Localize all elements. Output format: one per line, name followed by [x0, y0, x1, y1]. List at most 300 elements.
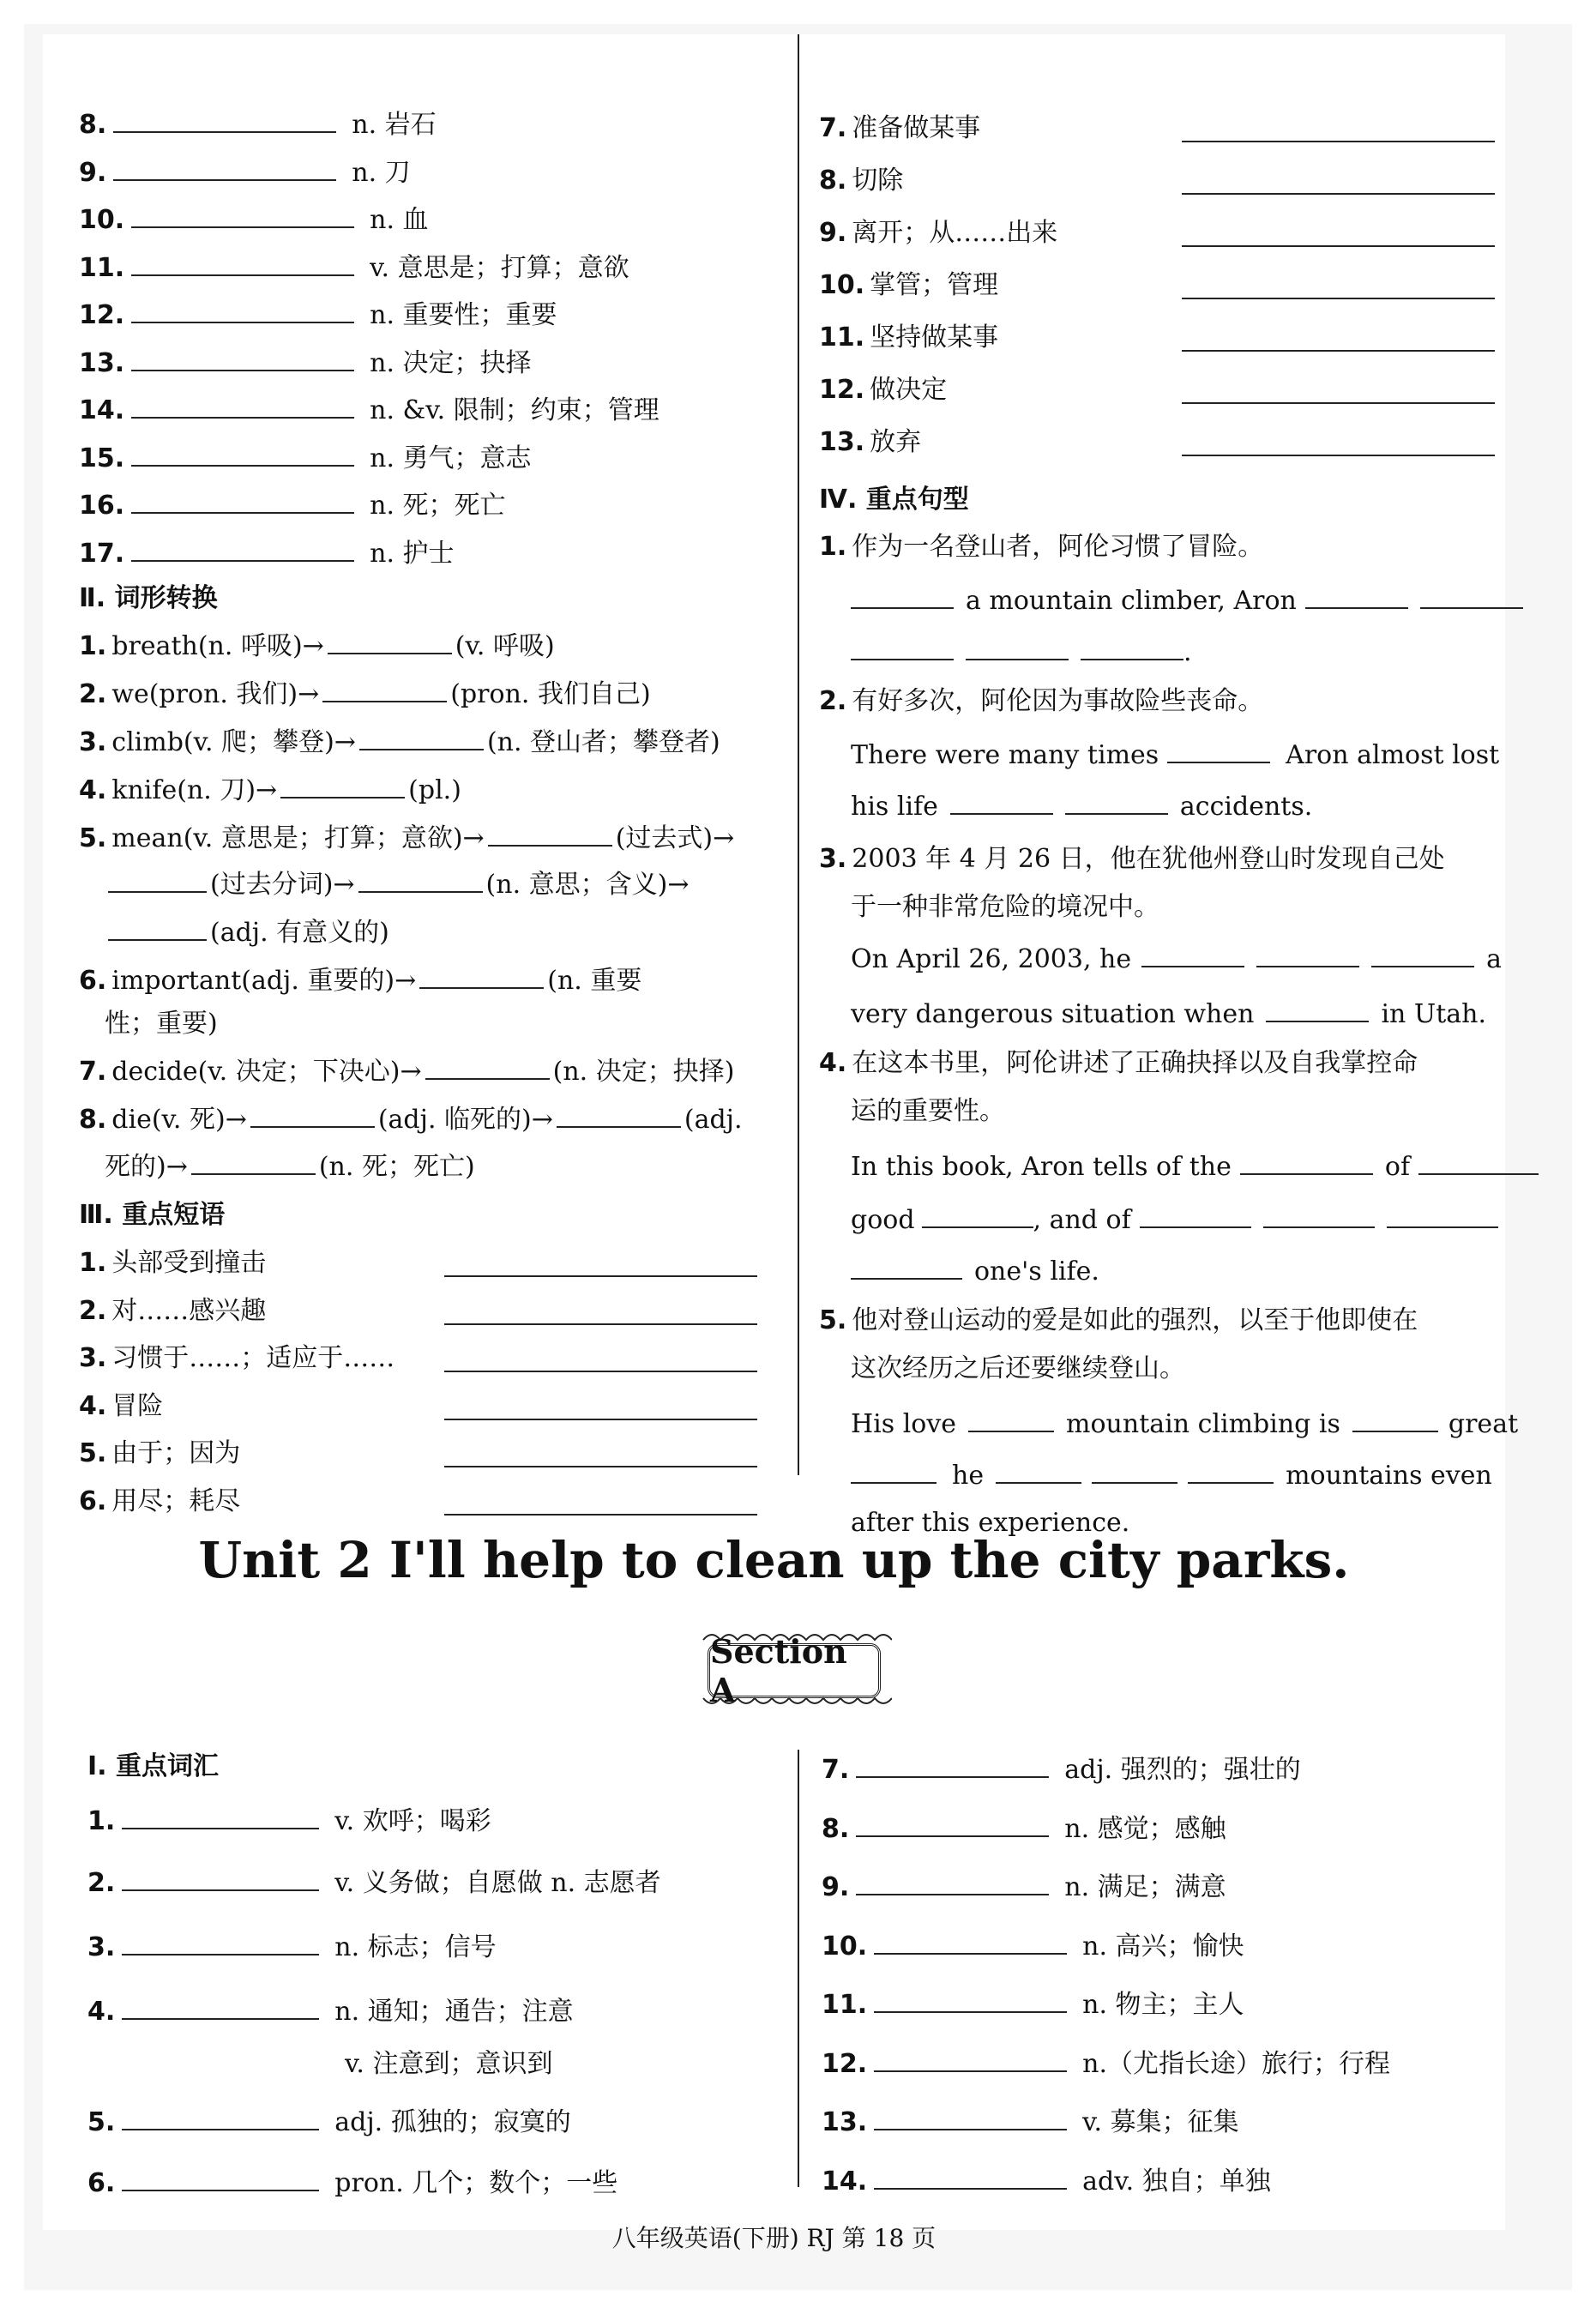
- line-text: (n. 意思；含义)→: [485, 870, 690, 900]
- item-number: 7.: [79, 1057, 107, 1087]
- vocab-meaning: v. 欢呼；喝彩: [334, 1806, 491, 1836]
- vocab-meaning: n. 血: [370, 205, 429, 235]
- vocab-meaning: n. 勇气；意志: [370, 443, 532, 473]
- word-form-blank[interactable]: [108, 915, 207, 941]
- phrase-text: 冒险: [111, 1390, 164, 1421]
- vocab-meaning: n. 岩石: [352, 110, 437, 140]
- sentence-text: In this book, Aron tells of the: [851, 1152, 1232, 1182]
- answer-blank[interactable]: [1140, 1202, 1251, 1228]
- vocab-meaning: pron. 几个；数个；一些: [334, 2168, 618, 2198]
- line-text: (n. 死；死亡): [318, 1152, 475, 1182]
- item-number: 10.: [819, 270, 865, 300]
- sentence-item: [819, 1046, 1418, 1081]
- vocab-item: [79, 202, 429, 238]
- item-number: 3.: [819, 844, 847, 874]
- word-form-line: [79, 1054, 734, 1089]
- vocab-item: [79, 536, 455, 571]
- answer-blank[interactable]: [1188, 1458, 1274, 1484]
- item-number: 12.: [79, 300, 125, 330]
- line-text: 性；重要): [105, 1009, 218, 1039]
- answer-blank[interactable]: [1352, 1407, 1438, 1432]
- phrase-item: [819, 373, 947, 407]
- sentence-text: he: [952, 1461, 985, 1491]
- item-number: 4.: [79, 775, 107, 805]
- sentence-english: [851, 997, 1486, 1032]
- word-form-line: [79, 677, 651, 712]
- line-text: (n. 重要: [547, 966, 642, 996]
- word-form-blank[interactable]: [328, 629, 452, 654]
- unit-title: Unit 2 I'll help to clean up the city parks.: [198, 1531, 1350, 1589]
- item-number: 12.: [822, 2048, 868, 2079]
- vocab-blank[interactable]: [122, 1994, 319, 2020]
- phrase-text: 准备做某事: [852, 113, 981, 143]
- vocab-blank[interactable]: [131, 346, 354, 371]
- item-number: 2.: [79, 679, 107, 709]
- vocab-blank[interactable]: [113, 155, 336, 181]
- phrase-blank[interactable]: [1182, 431, 1495, 456]
- item-number: 5.: [79, 823, 107, 853]
- word-form-blank[interactable]: [358, 867, 483, 893]
- vocab-item: [822, 2105, 1239, 2140]
- line-text: mean(v. 意思是；打算；意欲)→: [111, 823, 485, 853]
- sentence-text: There were many times: [851, 740, 1159, 770]
- vocab-item: [79, 107, 437, 142]
- vocab-meaning: n. &v. 限制；约束；管理: [370, 395, 659, 425]
- sentence-english: [851, 1149, 1539, 1184]
- line-text: decide(v. 决定；下决心)→: [111, 1057, 422, 1087]
- vocab-meaning: n. 重要性；重要: [370, 300, 557, 330]
- line-text: (n. 登山者；攀登者): [486, 727, 720, 757]
- answer-blank[interactable]: [851, 1458, 937, 1484]
- vocab-item: [79, 298, 557, 333]
- vocab-blank[interactable]: [131, 298, 354, 323]
- item-number: 8.: [79, 110, 107, 140]
- word-form-blank[interactable]: [557, 1102, 681, 1128]
- answer-blank[interactable]: [851, 1254, 962, 1280]
- answer-blank[interactable]: [1065, 789, 1168, 815]
- answer-blank[interactable]: [851, 583, 954, 609]
- answer-blank[interactable]: [1420, 583, 1523, 609]
- section-label: Section A: [708, 1643, 881, 1698]
- line-text: (过去式)→: [615, 823, 735, 853]
- phrase-text: 头部受到撞击: [111, 1248, 267, 1278]
- word-form-line: [79, 821, 734, 856]
- phrase-blank[interactable]: [1182, 326, 1495, 352]
- answer-blank[interactable]: [950, 789, 1053, 815]
- vocab-meaning: n. 通知；通告；注意: [334, 1997, 574, 2027]
- vocab-item: [822, 1752, 1301, 1787]
- vocab-blank[interactable]: [113, 107, 336, 133]
- sentence-chinese: 这次经历之后还要继续登山。: [851, 1353, 1185, 1383]
- sentence-english: [851, 635, 1192, 670]
- answer-blank[interactable]: [1240, 1149, 1373, 1175]
- heading-text: Ⅱ. 词形转换: [79, 583, 218, 613]
- wave-decoration-bottom: [695, 1695, 892, 1707]
- word-form-blank[interactable]: [280, 773, 405, 798]
- vocab-meaning: n. 物主；主人: [1082, 1990, 1244, 2020]
- vocab-item: [87, 2105, 571, 2140]
- line-text: breath(n. 呼吸)→: [111, 631, 324, 661]
- item-number: 16.: [79, 491, 125, 521]
- phrase-blank[interactable]: [444, 1395, 757, 1420]
- heading-text: Ⅲ. 重点短语: [79, 1200, 226, 1230]
- vocab-item: [87, 1930, 497, 1965]
- word-form-line: [79, 963, 641, 998]
- sentence-english: [851, 942, 1502, 977]
- worksheet-page: [43, 34, 1519, 2252]
- sentence-text: his life: [851, 792, 938, 822]
- sentence-text: in Utah.: [1381, 999, 1486, 1029]
- vocab-meaning: v. 意思是；打算；意欲: [370, 252, 629, 283]
- sentence-text: good: [851, 1205, 915, 1235]
- line-text: die(v. 死)→: [111, 1105, 247, 1135]
- vocab-meaning: n. 死；死亡: [370, 491, 506, 521]
- vocab-meaning: v. 注意到；意识到: [345, 2049, 553, 2079]
- answer-blank[interactable]: [966, 635, 1069, 660]
- vocab-blank[interactable]: [856, 1752, 1049, 1778]
- sentence-english: [851, 1202, 1498, 1238]
- answer-blank[interactable]: [1418, 1149, 1539, 1175]
- phrase-item: [819, 111, 980, 146]
- section-heading: [79, 1198, 225, 1232]
- item-number: 5.: [79, 1438, 107, 1468]
- word-form-blank[interactable]: [250, 1102, 375, 1128]
- item-number: 6.: [87, 2168, 116, 2198]
- sentence-item: [819, 684, 1263, 719]
- vocab-meaning: n.（尤指长途）旅行；行程: [1082, 2048, 1391, 2079]
- answer-blank[interactable]: [968, 1407, 1054, 1432]
- vocab-meaning: v. 义务做；自愿做 n. 志愿者: [334, 1868, 661, 1898]
- vocab-item: [79, 441, 532, 476]
- phrase-blank[interactable]: [444, 1442, 757, 1467]
- answer-blank[interactable]: [1263, 1202, 1375, 1228]
- item-number: 1.: [79, 631, 107, 661]
- vocab-meaning: n. 决定；抉择: [370, 347, 532, 378]
- sentence-english: [851, 1254, 1099, 1289]
- section-heading: [819, 483, 969, 517]
- answer-blank[interactable]: [1081, 635, 1183, 660]
- sentence-text: , and of: [1033, 1205, 1131, 1235]
- vocab-blank[interactable]: [122, 1804, 319, 1829]
- answer-blank[interactable]: [1371, 942, 1474, 967]
- phrase-text: 做决定: [870, 375, 948, 405]
- sentence-text: great: [1448, 1409, 1519, 1439]
- phrase-text: 掌管；管理: [870, 270, 999, 300]
- vocab-meaning: adj. 孤独的；寂寞的: [334, 2107, 571, 2137]
- sentence-chinese-cont: [851, 890, 1159, 925]
- phrase-blank[interactable]: [444, 1251, 757, 1277]
- phrase-item: [79, 1437, 240, 1471]
- line-text: (n. 决定；抉择): [552, 1057, 735, 1087]
- item-number: 11.: [79, 252, 125, 283]
- vocab-item: [822, 1811, 1226, 1847]
- line-text: 死的)→: [105, 1152, 188, 1182]
- item-number: 13.: [79, 347, 125, 378]
- item-number: 12.: [819, 375, 865, 405]
- vocab-item: [87, 1994, 574, 2029]
- phrase-text: 放弃: [870, 427, 922, 457]
- sentence-text: one's life.: [974, 1256, 1099, 1287]
- phrase-blank[interactable]: [444, 1490, 757, 1516]
- line-text: knife(n. 刀)→: [111, 775, 278, 805]
- vocab-blank[interactable]: [131, 441, 354, 467]
- vocab-item: [822, 1929, 1244, 1964]
- item-number: 2.: [819, 686, 847, 716]
- phrase-text: 对……感兴趣: [111, 1295, 267, 1326]
- phrase-text: 离开；从……出来: [852, 218, 1058, 248]
- phrase-item: [79, 1341, 394, 1376]
- vocab-blank[interactable]: [131, 488, 354, 514]
- vocab-blank[interactable]: [122, 2105, 319, 2130]
- vocab-item: [822, 2164, 1271, 2199]
- word-form-blank[interactable]: [359, 725, 484, 750]
- answer-blank[interactable]: [851, 635, 954, 660]
- phrase-blank[interactable]: [444, 1347, 757, 1372]
- line-text: climb(v. 爬；攀登)→: [111, 727, 356, 757]
- item-number: 14.: [79, 395, 125, 425]
- vocab-blank[interactable]: [131, 536, 354, 562]
- item-number: 9.: [819, 218, 847, 248]
- vocab-blank[interactable]: [856, 1811, 1049, 1837]
- vocab-blank[interactable]: [131, 202, 354, 228]
- sentence-text: accidents.: [1179, 792, 1313, 822]
- sentence-chinese: 于一种非常危险的境况中。: [851, 892, 1159, 922]
- item-number: 15.: [79, 443, 125, 473]
- answer-blank[interactable]: [1167, 738, 1270, 763]
- sentence-text: On April 26, 2003, he: [851, 944, 1132, 974]
- vocab-meaning: v. 募集；征集: [1082, 2107, 1239, 2137]
- item-number: 13.: [822, 2107, 868, 2137]
- section-heading: [79, 582, 218, 616]
- vocab-meaning: n. 刀: [352, 157, 411, 188]
- item-number: 3.: [87, 1932, 116, 1962]
- vocab-meaning: adj. 强烈的；强壮的: [1064, 1755, 1301, 1785]
- phrase-blank[interactable]: [1182, 117, 1495, 142]
- sentence-text: mountains even: [1286, 1461, 1492, 1491]
- item-number: 7.: [822, 1755, 850, 1785]
- sentence-english: [851, 1458, 1492, 1493]
- sentence-chinese-cont: [851, 1352, 1185, 1386]
- vocab-meaning: n. 护士: [370, 538, 455, 569]
- line-text: (过去分词)→: [210, 870, 355, 900]
- word-form-blank[interactable]: [488, 821, 612, 847]
- item-number: 11.: [822, 1990, 868, 2020]
- vocab-blank[interactable]: [874, 2105, 1067, 2130]
- vocab-meaning: n. 满足；满意: [1064, 1872, 1226, 1902]
- word-form-blank[interactable]: [419, 963, 544, 989]
- phrase-text: 习惯于……；适应于……: [111, 1343, 395, 1373]
- sentence-text: His love: [851, 1409, 957, 1439]
- line-text: (adj. 临死的)→: [377, 1105, 553, 1135]
- phrase-blank[interactable]: [444, 1299, 757, 1325]
- sentence-text: Aron almost lost: [1286, 740, 1500, 770]
- vocab-item: [79, 250, 629, 286]
- line-text: important(adj. 重要的)→: [111, 966, 417, 996]
- phrase-item: [819, 216, 1057, 250]
- item-number: 6.: [79, 966, 107, 996]
- word-form-line: [79, 1149, 475, 1184]
- sentence-text: a mountain climber, Aron: [966, 586, 1297, 616]
- item-number: 7.: [819, 113, 847, 143]
- phrase-item: [79, 1485, 240, 1519]
- item-number: 9.: [79, 157, 107, 188]
- vocab-blank[interactable]: [874, 1987, 1067, 2013]
- heading-text: Ⅰ. 重点词汇: [87, 1751, 220, 1781]
- item-number: 2.: [79, 1295, 107, 1326]
- vocab-item: [87, 2047, 552, 2082]
- phrase-blank[interactable]: [1182, 274, 1495, 299]
- item-number: 3.: [79, 727, 107, 757]
- vocab-blank[interactable]: [122, 2166, 319, 2191]
- item-number: 1.: [87, 1806, 116, 1836]
- sentence-english: [851, 738, 1499, 773]
- column-divider-bottom: [798, 1750, 799, 2187]
- item-number: 4.: [87, 1997, 116, 2027]
- phrase-blank[interactable]: [1182, 221, 1495, 247]
- word-form-blank[interactable]: [108, 867, 207, 893]
- line-text: (adj. 有意义的): [210, 918, 389, 948]
- sentence-text: mountain climbing is: [1066, 1409, 1340, 1439]
- item-number: 8.: [819, 166, 847, 196]
- item-number: 9.: [822, 1872, 850, 1902]
- vocab-blank[interactable]: [131, 250, 354, 276]
- answer-blank[interactable]: [1092, 1458, 1177, 1484]
- sentence-text: .: [1183, 637, 1192, 667]
- line-text: (pron. 我们自己): [450, 679, 651, 709]
- vocab-meaning: n. 标志；信号: [334, 1932, 497, 1962]
- sentence-item: [819, 530, 1263, 564]
- item-number: 17.: [79, 538, 125, 569]
- sentence-item: [819, 1304, 1418, 1338]
- word-form-blank[interactable]: [322, 677, 447, 702]
- phrase-item: [819, 425, 921, 460]
- word-form-blank[interactable]: [191, 1149, 316, 1175]
- page-footer: 八年级英语(下册) RJ 第 18 页: [611, 2224, 937, 2252]
- item-number: 4.: [79, 1390, 107, 1421]
- phrase-item: [79, 1246, 266, 1281]
- item-number: 10.: [79, 205, 125, 235]
- item-number: 5.: [87, 2107, 116, 2137]
- sentence-text: a: [1486, 944, 1503, 974]
- vocab-meaning: adv. 独自；单独: [1082, 2166, 1271, 2196]
- sentence-chinese: 有好多次，阿伦因为事故险些丧命。: [852, 686, 1264, 716]
- vocab-blank[interactable]: [856, 1870, 1049, 1895]
- sentence-chinese-cont: [851, 1094, 1005, 1129]
- vocab-item: [87, 1865, 661, 1901]
- word-form-line: [79, 1007, 218, 1041]
- vocab-item: [79, 346, 532, 381]
- item-number: 10.: [822, 1931, 868, 1961]
- phrase-text: 坚持做某事: [870, 322, 999, 353]
- item-number: 8.: [79, 1105, 107, 1135]
- sentence-item: [819, 842, 1445, 877]
- phrase-blank[interactable]: [1182, 378, 1495, 404]
- item-number: 8.: [822, 1813, 850, 1844]
- heading-text: Ⅳ. 重点句型: [819, 485, 969, 515]
- vocab-blank[interactable]: [874, 1929, 1067, 1955]
- item-number: 3.: [79, 1343, 107, 1373]
- sentence-text: very dangerous situation when: [851, 999, 1255, 1029]
- phrase-item: [819, 321, 998, 355]
- sentence-text: of: [1384, 1152, 1411, 1182]
- answer-blank[interactable]: [1141, 942, 1244, 967]
- word-form-blank[interactable]: [425, 1054, 550, 1080]
- word-form-line: [79, 1102, 743, 1137]
- item-number: 1.: [79, 1248, 107, 1278]
- answer-blank[interactable]: [1256, 942, 1359, 967]
- phrase-item: [819, 164, 903, 198]
- word-form-line: [79, 725, 720, 760]
- sentence-text: after this experience.: [851, 1508, 1130, 1538]
- section-badge: [695, 1631, 892, 1707]
- answer-blank[interactable]: [922, 1202, 1033, 1228]
- phrase-text: 用尽；耗尽: [111, 1485, 241, 1516]
- sentence-chinese: 在这本书里，阿伦讲述了正确抉择以及自我掌控命: [852, 1048, 1418, 1078]
- word-form-line: [79, 915, 389, 950]
- phrase-item: [79, 1294, 266, 1329]
- item-number: 1.: [819, 532, 847, 562]
- vocab-blank[interactable]: [131, 393, 354, 419]
- vocab-item: [79, 155, 411, 190]
- vocab-item: [822, 1870, 1226, 1905]
- word-form-line: [79, 629, 555, 664]
- phrase-text: 切除: [852, 166, 904, 196]
- vocab-meaning: n. 高兴；愉快: [1082, 1931, 1244, 1961]
- item-number: 6.: [79, 1485, 107, 1516]
- sentence-english: [851, 789, 1312, 824]
- column-divider-top: [798, 34, 799, 1475]
- answer-blank[interactable]: [996, 1458, 1081, 1484]
- word-form-line: [79, 867, 690, 902]
- item-number: 5.: [819, 1305, 847, 1335]
- answer-blank[interactable]: [1266, 997, 1369, 1022]
- phrase-item: [819, 268, 998, 303]
- line-text: we(pron. 我们)→: [111, 679, 320, 709]
- sentence-chinese: 作为一名登山者，阿伦习惯了冒险。: [852, 532, 1264, 562]
- section-heading: [87, 1750, 219, 1784]
- vocab-item: [79, 393, 659, 428]
- sentence-chinese: 他对登山运动的爱是如此的强烈，以至于他即使在: [852, 1305, 1418, 1335]
- vocab-meaning: n. 感觉；感触: [1064, 1813, 1226, 1844]
- sentence-english: [851, 1407, 1518, 1442]
- vocab-item: [87, 2166, 617, 2201]
- vocab-blank[interactable]: [874, 2164, 1067, 2190]
- vocab-item: [822, 2046, 1390, 2082]
- line-text: (v. 呼吸): [455, 631, 555, 661]
- item-number: 13.: [819, 427, 865, 457]
- vocab-item: [79, 488, 506, 523]
- answer-blank[interactable]: [1387, 1202, 1498, 1228]
- vocab-blank[interactable]: [874, 2046, 1067, 2072]
- vocab-item: [822, 1987, 1244, 2022]
- sentence-english: [851, 1506, 1129, 1540]
- sentence-english: [851, 583, 1523, 618]
- item-number: 14.: [822, 2166, 868, 2196]
- vocab-blank[interactable]: [122, 1865, 319, 1891]
- item-number: 4.: [819, 1048, 847, 1078]
- phrase-text: 由于；因为: [111, 1438, 241, 1468]
- word-form-line: [79, 773, 461, 808]
- phrase-blank[interactable]: [1182, 169, 1495, 195]
- item-number: 11.: [819, 322, 865, 353]
- sentence-chinese: 2003 年 4 月 26 日，他在犹他州登山时发现自己处: [852, 844, 1445, 874]
- sentence-chinese: 运的重要性。: [851, 1096, 1005, 1126]
- line-text: (pl.): [408, 775, 461, 805]
- vocab-blank[interactable]: [122, 1930, 319, 1955]
- item-number: 2.: [87, 1868, 116, 1898]
- answer-blank[interactable]: [1305, 583, 1408, 609]
- phrase-item: [79, 1389, 163, 1424]
